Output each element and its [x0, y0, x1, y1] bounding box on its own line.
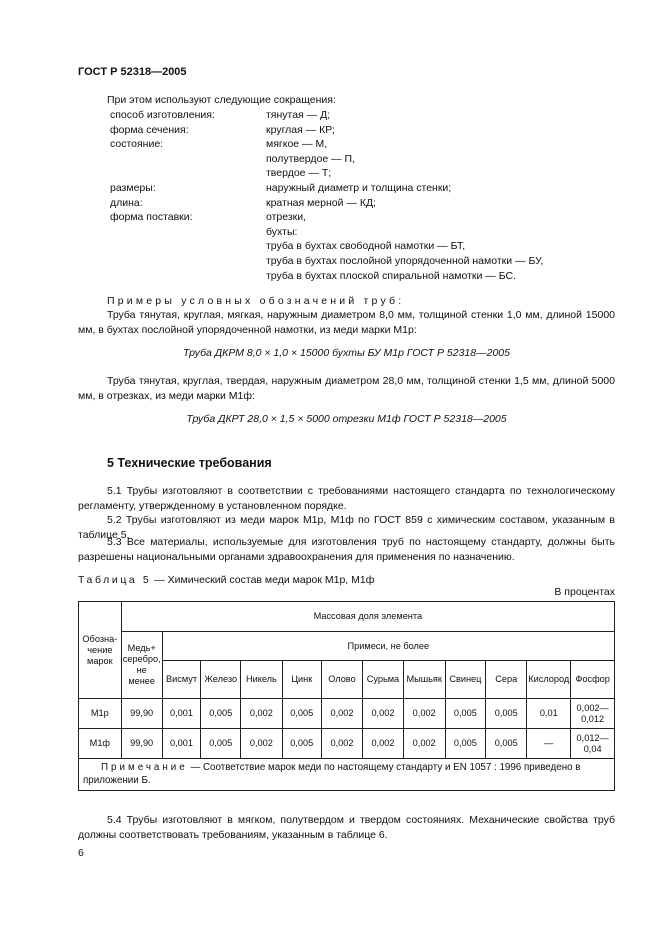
document-header: ГОСТ Р 52318—2005	[78, 66, 187, 78]
table-row	[79, 729, 615, 759]
table-row	[79, 699, 615, 729]
example-1-description: Труба тянутая, круглая, мягкая, наружным диаметром 8,0 мм, толщиной стенки 1,0 мм, длиной 15000 мм, в бухтах послойной упорядоченной намотки, из меди марки М1р:	[78, 309, 615, 336]
abbreviation-value: тянутая — Д;	[266, 109, 331, 121]
cell-value: 0,002	[363, 729, 404, 759]
cell-value: 0,005	[486, 699, 527, 729]
header-element: Свинец	[445, 661, 486, 699]
abbreviations-intro: При этом используют следующие сокращения:	[107, 94, 336, 106]
abbreviations-list	[110, 108, 543, 283]
cell-value: 0,005	[201, 729, 241, 759]
cell-value: 0,002	[241, 699, 283, 729]
header-mass-fraction: Массовая доля элемента	[121, 602, 614, 632]
cell-value: 0,005	[282, 699, 321, 729]
abbreviation-row	[110, 254, 543, 269]
abbreviation-row	[110, 166, 543, 181]
abbreviation-row	[110, 239, 543, 254]
cell-mark: М1ф	[79, 729, 122, 759]
chemical-composition-table	[78, 601, 615, 791]
abbreviation-row	[110, 269, 543, 284]
example-2-description: Труба тянутая, круглая, твердая, наружным диаметром 28,0 мм, толщиной стенки 1,5 мм, длиной 5000 мм, в отрезках, из меди марки М1ф:	[78, 375, 615, 402]
abbreviation-value: бухты:	[266, 225, 298, 238]
header-impurities: Примеси, не более	[162, 632, 614, 661]
cell-value: 0,005	[486, 729, 527, 759]
abbreviation-term: способ изготовления:	[110, 109, 215, 121]
abbreviation-term: размеры:	[110, 181, 156, 194]
cell-value: 0,002	[403, 729, 445, 759]
cell-value: 0,002	[363, 699, 404, 729]
abbreviation-value: круглая — КР;	[266, 123, 335, 136]
header-element: Мышьяк	[403, 661, 445, 699]
table-unit: В процентах	[554, 586, 615, 598]
cell-value: 0,01	[527, 699, 571, 729]
abbreviation-term: состояние:	[110, 138, 164, 151]
abbreviation-row	[110, 137, 543, 152]
abbreviation-value: твердое — Т;	[266, 167, 332, 180]
clause-5-4: 5.4 Трубы изготовляют в мягком, полутвердом и твердом состояниях. Механические свойства труб должны соответствовать требованиям, указанным в таблице 6.	[78, 814, 615, 841]
abbreviation-term	[110, 254, 266, 269]
abbreviation-value: мягкое — М,	[266, 138, 328, 151]
header-element: Сурьма	[363, 661, 404, 699]
cell-value: —	[527, 729, 571, 759]
abbreviation-row	[110, 123, 543, 138]
header-mark: Обозна-чение марок	[79, 602, 122, 699]
abbreviation-row	[110, 210, 543, 225]
cell-copper: 99,90	[121, 699, 162, 729]
abbreviation-value: труба в бухтах свободной намотки — БТ,	[266, 240, 466, 253]
example-1-designation: Труба ДКРМ 8,0 × 1,0 × 15000 бухты БУ М1р ГОСТ Р 52318—2005	[183, 347, 510, 359]
abbreviation-row	[110, 225, 543, 240]
abbreviation-term: длина:	[110, 196, 143, 209]
clause-5-2: 5.2 Трубы изготовляют из меди марок М1р, М1ф по ГОСТ 859 с химическим составом, указанным в таблице 5.	[78, 514, 615, 541]
abbreviation-row	[110, 152, 543, 167]
header-element: Железо	[201, 661, 241, 699]
cell-value: 0,001	[162, 699, 201, 729]
abbreviation-term: форма поставки:	[110, 211, 193, 224]
abbreviation-value: труба в бухтах плоской спиральной намотки — БС.	[266, 269, 516, 282]
cell-copper: 99,90	[121, 729, 162, 759]
header-element: Фосфор	[571, 661, 615, 699]
abbreviation-value: отрезки,	[266, 211, 307, 224]
abbreviation-row	[110, 196, 543, 211]
header-element: Висмут	[162, 661, 201, 699]
abbreviation-term: форма сечения:	[110, 123, 189, 136]
note-label: Примечание	[101, 762, 188, 773]
clause-5-3: 5.3 Все материалы, используемые для изготовления труб по настоящему стандарту, должны быть разрешены национальными органами здравоохранения для применения по назначению.	[78, 536, 615, 563]
header-element: Никель	[241, 661, 283, 699]
section-title: 5 Технические требования	[107, 456, 272, 470]
page-number: 6	[78, 847, 84, 859]
header-element: Сера	[486, 661, 527, 699]
examples-heading: Примеры условных обозначений труб:	[107, 295, 405, 307]
table-note-row	[79, 759, 615, 791]
cell-value: 0,001	[162, 729, 201, 759]
abbreviation-term	[110, 152, 266, 167]
abbreviation-term	[110, 166, 266, 181]
cell-value: 0,005	[201, 699, 241, 729]
abbreviation-row	[110, 108, 543, 123]
cell-value: 0,002	[321, 699, 362, 729]
note-text: — Соответствие марок меди по настоящему стандарту и EN 1057 : 1996 приведено в приложении Б.	[83, 762, 581, 786]
clause-5-1: 5.1 Трубы изготовляют в соответствии с требованиями настоящего стандарта по технологическому регламенту, утвержденному в установленном порядке.	[78, 485, 615, 512]
abbreviation-value: труба в бухтах послойной упорядоченной намотки — БУ,	[266, 254, 544, 267]
header-element: Олово	[321, 661, 362, 699]
abbreviation-term	[110, 239, 266, 254]
cell-value: 0,002—0,012	[571, 699, 615, 729]
cell-mark: М1р	[79, 699, 122, 729]
example-2-designation: Труба ДКРТ 28,0 × 1,5 × 5000 отрезки М1ф ГОСТ Р 52318—2005	[186, 413, 507, 425]
table-note	[79, 759, 615, 791]
cell-value: 0,005	[282, 729, 321, 759]
abbreviation-value: полутвердое — П,	[266, 152, 355, 165]
cell-value: 0,005	[445, 729, 486, 759]
cell-value: 0,002	[321, 729, 362, 759]
cell-value: 0,002	[241, 729, 283, 759]
cell-value: 0,002	[403, 699, 445, 729]
cell-value: 0,005	[445, 699, 486, 729]
header-copper-silver: Медь+ серебро, не менее	[121, 632, 162, 699]
header-element: Кислород	[527, 661, 571, 699]
abbreviation-value: наружный диаметр и толщина стенки;	[266, 181, 452, 194]
cell-value: 0,012—0,04	[571, 729, 615, 759]
abbreviation-row	[110, 181, 543, 196]
table-caption: Таблица 5 — Химический состав меди марок М1р, М1ф	[78, 574, 375, 586]
header-element: Цинк	[282, 661, 321, 699]
abbreviation-value: кратная мерной — КД;	[266, 196, 376, 209]
abbreviation-term	[110, 269, 266, 284]
abbreviation-term	[110, 225, 266, 240]
